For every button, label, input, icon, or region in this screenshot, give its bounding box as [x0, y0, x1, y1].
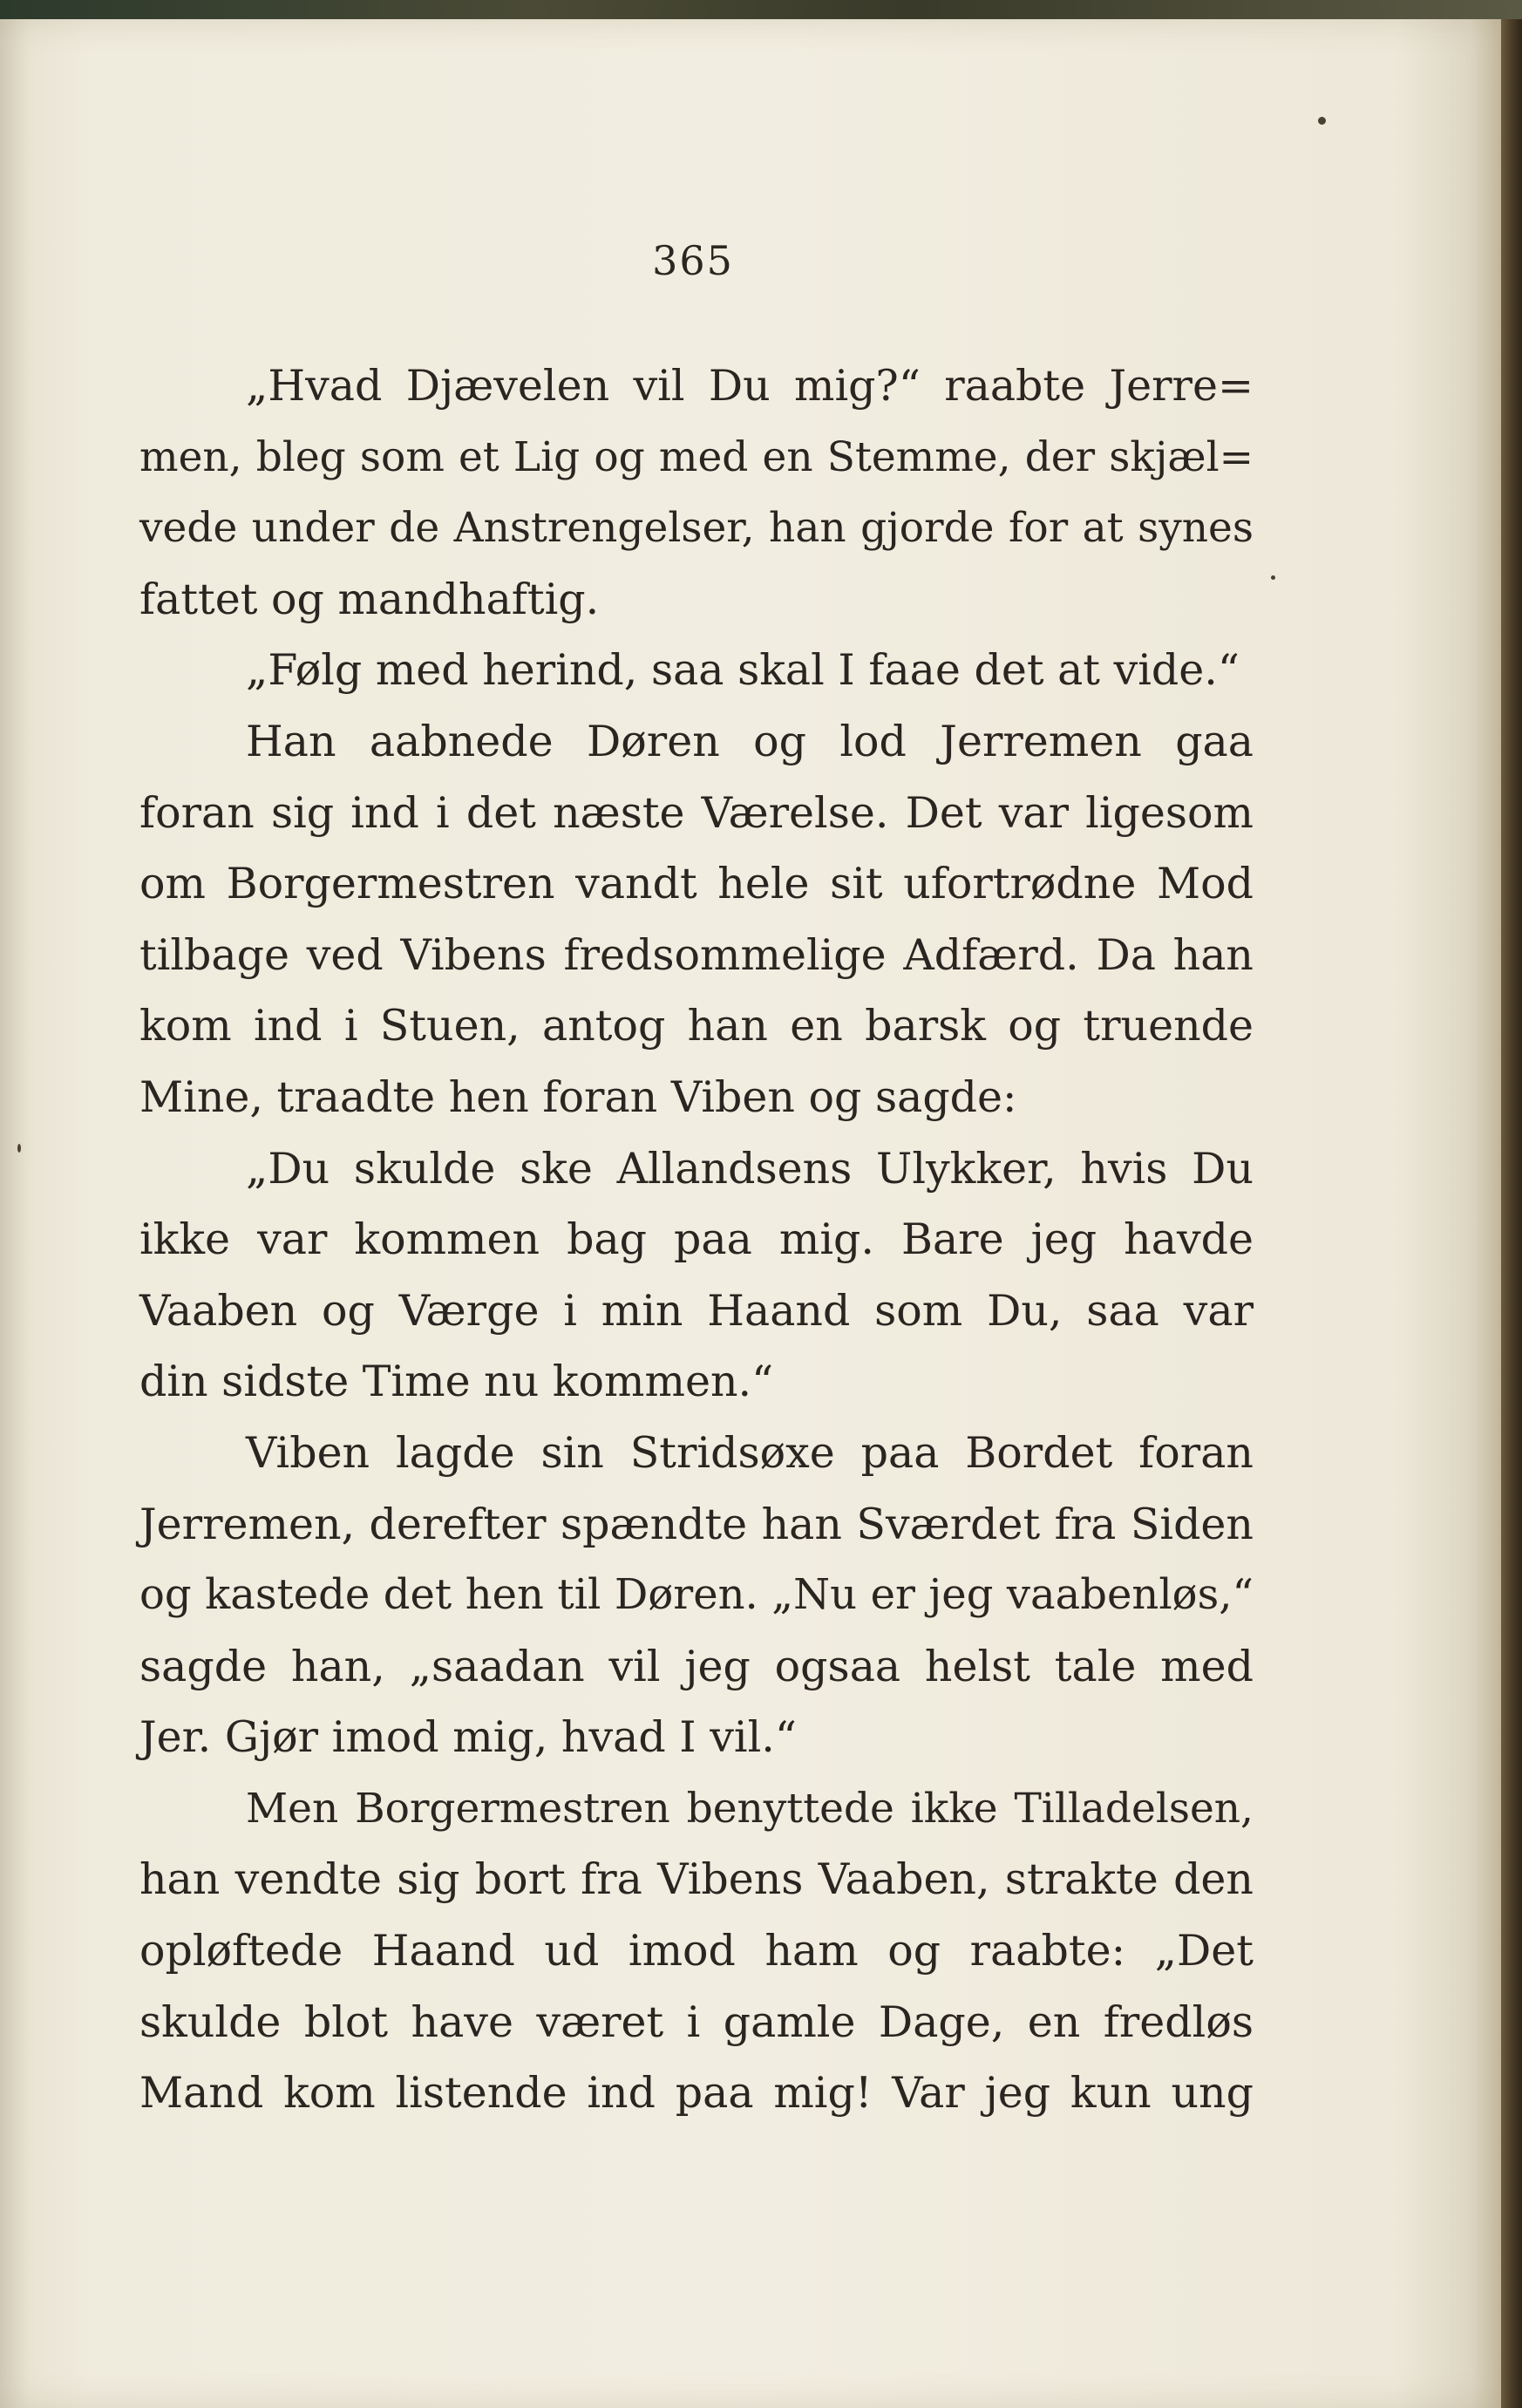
text-line: Jerremen, derefter spændte han Sværdet fra Siden: [139, 1499, 1254, 1549]
text-line: kom ind i Stuen, antog han en barsk og truende: [139, 1001, 1254, 1051]
page-edge: [1501, 19, 1522, 2408]
text-line: tilbage ved Vibens fredsommelige Adfærd. Da han: [139, 929, 1254, 980]
text-line: Mand kom listende ind paa mig! Var jeg kun ung: [139, 2068, 1254, 2119]
text-line: han vendte sig bort fra Vibens Vaaben, strakte den: [139, 1854, 1254, 1905]
text-line: Jer. Gjør imod mig, hvad I vil.“: [139, 1712, 797, 1763]
text-line: men, bleg som et Lig og med en Stemme, der skjæl=: [139, 432, 1254, 481]
paper-speck: [1271, 575, 1275, 580]
text-line: Men Borgermestren benyttede ikke Tilladelsen,: [246, 1784, 1254, 1833]
text-line: Viben lagde sin Stridsøxe paa Bordet foran: [246, 1427, 1254, 1478]
text-line: foran sig ind i det næste Værelse. Det var ligesom: [139, 787, 1254, 838]
text-line: ikke var kommen bag paa mig. Bare jeg havde: [139, 1214, 1254, 1265]
text-line: fattet og mandhaftig.: [139, 574, 600, 624]
text-line: og kastede det hen til Døren. „Nu er jeg vaabenløs,“: [139, 1570, 1254, 1620]
text-line: Han aabnede Døren og lod Jerremen gaa: [246, 716, 1254, 766]
text-line: skulde blot have været i gamle Dage, en fredløs: [139, 1996, 1254, 2047]
text-line: din sidste Time nu kommen.“: [139, 1357, 774, 1407]
text-line: om Borgermestren vandt hele sit ufortrødne Mod: [139, 859, 1254, 909]
page-number: 365: [652, 237, 734, 284]
text-line: „Hvad Djævelen vil Du mig?“ raabte Jerre=: [246, 361, 1254, 411]
text-line: „Følg med herind, saa skal I faae det at vide.“: [246, 645, 1240, 696]
paper-speck: [17, 1144, 21, 1153]
text-line: „Du skulde ske Allandsens Ulykker, hvis Du: [246, 1143, 1254, 1194]
body-text: [139, 350, 1254, 2129]
text-line: Vaaben og Værge i min Haand som Du, saa var: [139, 1285, 1254, 1336]
text-line: sagde han, „saadan vil jeg ogsaa helst tale med: [139, 1641, 1254, 1691]
text-line: opløftede Haand ud imod ham og raabte: „Det: [139, 1926, 1254, 1976]
paper-speck: [1318, 117, 1326, 125]
text-line: Mine, traadte hen foran Viben og sagde:: [139, 1071, 1017, 1122]
text-line: vede under de Anstrengelser, han gjorde for at synes: [139, 504, 1254, 553]
